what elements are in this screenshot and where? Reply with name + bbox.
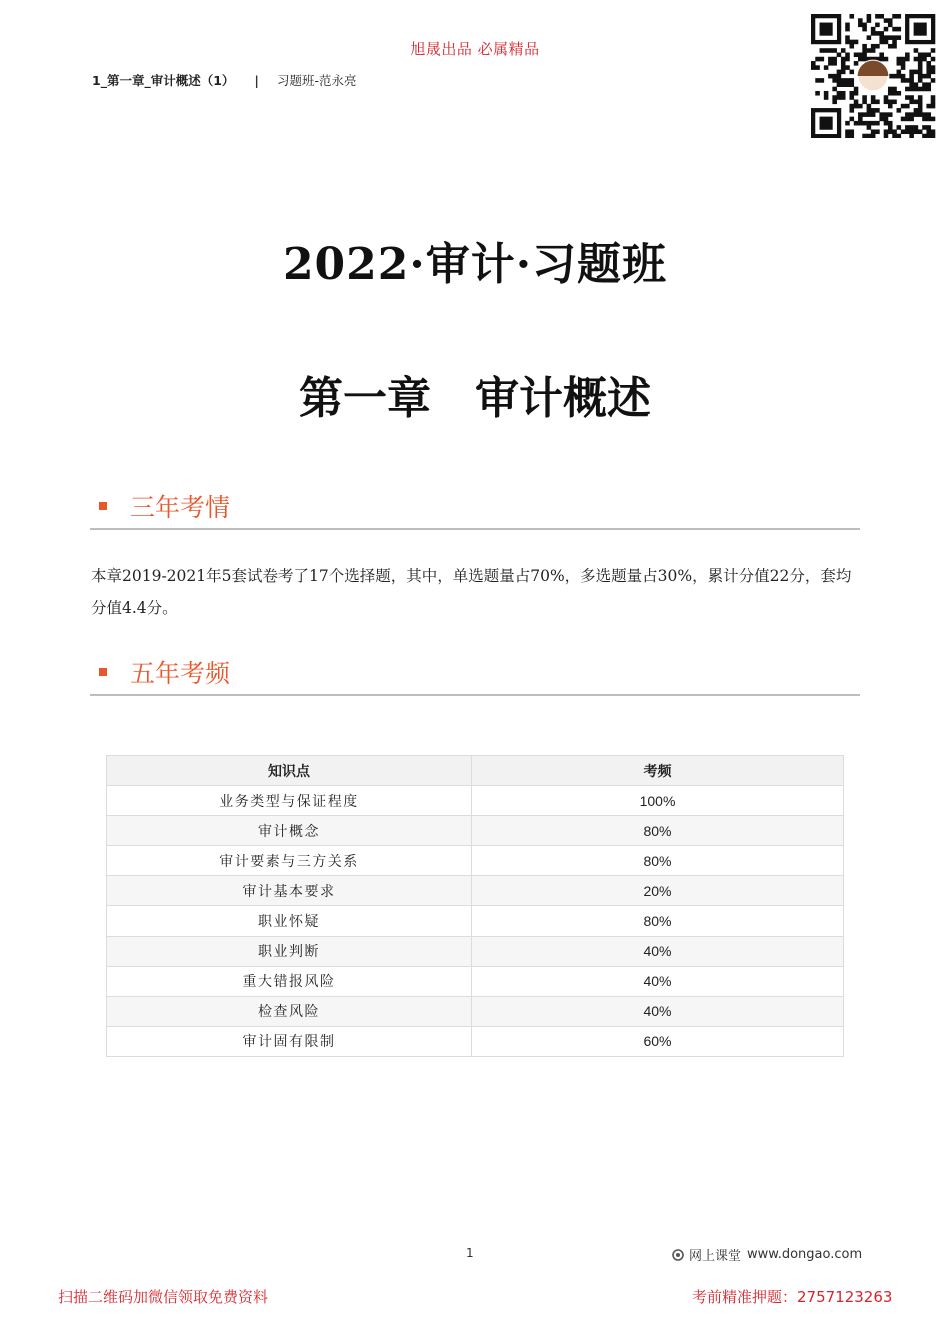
exam-situation-text: 本章2019-2021年5套试卷考了17个选择题，其中，单选题量占70%，多选题量占30%，累计分值22分，套均分值4.4分。 <box>91 567 852 617</box>
table-cell-frequency: 40% <box>472 936 844 966</box>
table-row <box>107 936 844 966</box>
table-cell-topic: 审计基本要求 <box>107 876 472 906</box>
top-banner: 旭晟出品 必属精品 <box>410 40 540 58</box>
table-row <box>107 876 844 906</box>
table-cell-topic: 业务类型与保证程度 <box>107 786 472 816</box>
section-heading-exam-situation <box>90 486 860 530</box>
table-row <box>107 1026 844 1056</box>
running-header <box>92 71 357 89</box>
table-header-topic: 知识点 <box>107 756 472 786</box>
table-cell-topic: 审计要素与三方关系 <box>107 846 472 876</box>
chapter-number: 第一章 <box>299 373 431 424</box>
section-heading-label: 五年考频 <box>130 659 231 688</box>
table-header-frequency: 考频 <box>472 756 844 786</box>
table-cell-frequency: 80% <box>472 906 844 936</box>
table-row <box>107 816 844 846</box>
table-cell-topic: 审计概念 <box>107 816 472 846</box>
table-row <box>107 996 844 1026</box>
square-bullet-icon <box>99 502 107 510</box>
table-row <box>107 966 844 996</box>
table-cell-topic: 职业怀疑 <box>107 906 472 936</box>
table-header-row <box>107 756 844 786</box>
dongao-logo-icon <box>672 1249 684 1261</box>
chapter-name: 审计概述 <box>475 373 651 424</box>
qr-code-icon[interactable] <box>810 14 936 138</box>
section-heading-frequency <box>90 652 860 696</box>
frequency-table <box>106 755 844 1057</box>
table-cell-topic: 审计固有限制 <box>107 1026 472 1056</box>
footer-contact-note: 考前精准押题：2757123263 <box>692 1288 893 1306</box>
table-cell-topic: 重大错报风险 <box>107 966 472 996</box>
table-row <box>107 786 844 816</box>
header-separator: | <box>254 72 259 88</box>
header-course: 习题班-范永亮 <box>276 73 357 88</box>
footer-brand-name: 网上课堂 <box>689 1249 742 1264</box>
table-cell-frequency: 20% <box>472 876 844 906</box>
footer-brand <box>672 1245 862 1264</box>
table-cell-frequency: 40% <box>472 996 844 1026</box>
table-row <box>107 846 844 876</box>
chapter-title <box>0 362 950 426</box>
square-bullet-icon <box>99 668 107 676</box>
page-title: 2022·审计·习题班 <box>282 239 668 290</box>
table-cell-frequency: 80% <box>472 816 844 846</box>
section-heading-label: 三年考情 <box>130 493 231 522</box>
footer-qr-note: 扫描二维码加微信领取免费资料 <box>58 1288 269 1306</box>
table-cell-frequency: 100% <box>472 786 844 816</box>
table-cell-topic: 检查风险 <box>107 996 472 1026</box>
table-cell-frequency: 40% <box>472 966 844 996</box>
table-row <box>107 906 844 936</box>
page-number: 1 <box>466 1246 474 1260</box>
header-chapter: 1_第一章_审计概述（1） <box>92 73 235 88</box>
table-cell-frequency: 60% <box>472 1026 844 1056</box>
table-cell-frequency: 80% <box>472 846 844 876</box>
footer-site-link[interactable]: www.dongao.com <box>747 1247 863 1262</box>
table-cell-topic: 职业判断 <box>107 936 472 966</box>
